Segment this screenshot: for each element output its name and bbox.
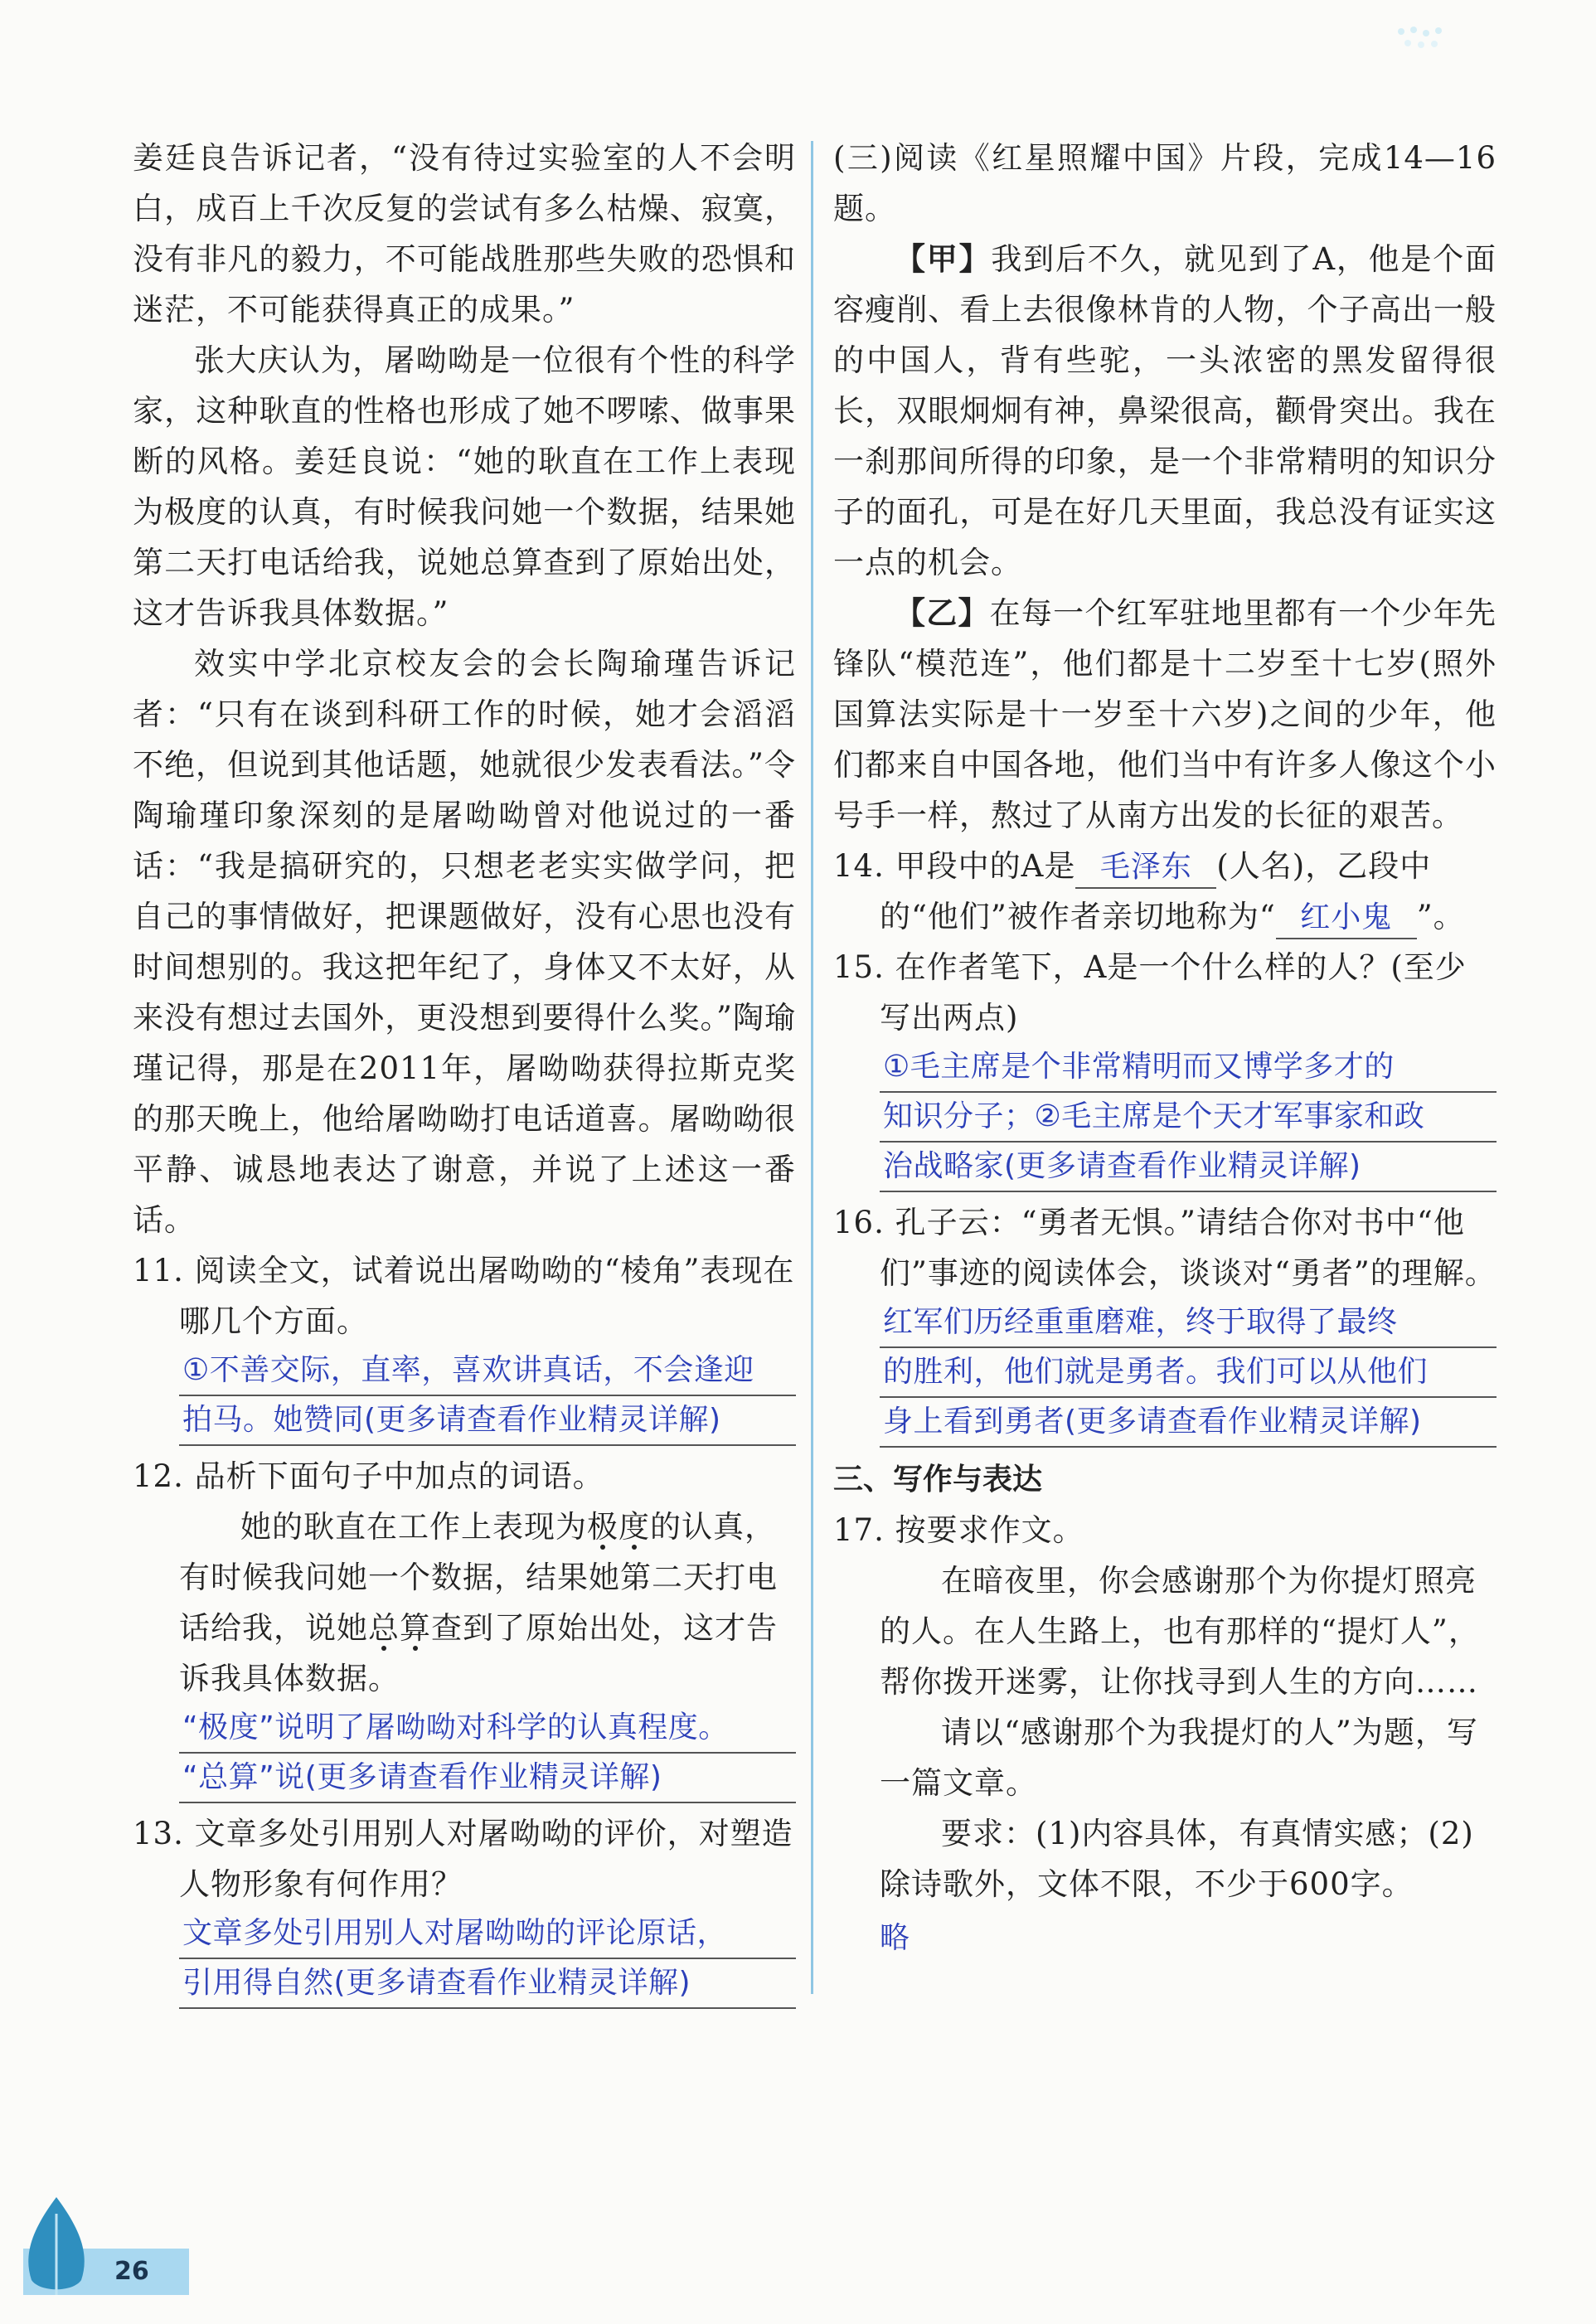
answer-12 xyxy=(179,1704,796,1803)
dotted-char-ji: 极 xyxy=(587,1509,619,1545)
answer-11-line-1: ①不善交际，直率，喜欢讲真话，不会逢迎 xyxy=(179,1346,796,1396)
essay-requirements: 要求：(1)内容具体，有真情实感；(2)除诗歌外，文体不限，不少于600字。 xyxy=(880,1816,1474,1902)
corner-dots-decoration xyxy=(1393,23,1451,56)
reading-paragraph-2: 张大庆认为，屠呦呦是一位很有个性的科学家，这种耿直的性格也形成了她不啰嗦、做事果断的风格。姜廷良说：“她的耿直在工作上表现为极度的认真，有时候我问她一个数据，结果她第二天打电话给我，说她总算查到了原始出处，这才告诉我具体数据。” xyxy=(133,342,796,631)
answer-11-line-2: 拍马。她赞同(更多请查看作业精灵详解) xyxy=(179,1396,796,1446)
quote-text-before: 她的耿直在工作上表现为 xyxy=(240,1509,587,1545)
quote-text-after: 查到了原始出处，这才告诉我具体数据。 xyxy=(179,1610,778,1696)
answer-13 xyxy=(179,1909,796,2009)
question-13: 13. 文章多处引用别人对屠呦呦的评价，对塑造人物形象有何作用？ xyxy=(133,1816,793,1902)
excerpt-jia xyxy=(833,234,1497,588)
quote-text-mid: 的认真，有时候我问她一个数据，结果她第二天打电话给我，说她 xyxy=(179,1509,778,1646)
q14-part-1: 14. 甲段中的A是 xyxy=(833,848,1076,884)
right-column xyxy=(833,133,1497,1963)
answer-12-line-1: “极度”说明了屠呦呦对科学的认真程度。 xyxy=(179,1704,796,1754)
excerpt-yi xyxy=(833,588,1497,841)
q14-blank-2: 红小鬼 xyxy=(1276,898,1417,939)
excerpt-jia-label: 【甲】 xyxy=(895,241,992,277)
column-divider xyxy=(811,141,813,1994)
answer-16-line-1: 红军们历经重重磨难，终于取得了最终 xyxy=(880,1298,1497,1348)
answer-12-line-2: “总算”说(更多请查看作业精灵详解) xyxy=(179,1754,796,1803)
answer-15-line-3: 治战略家(更多请查看作业精灵详解) xyxy=(880,1143,1497,1192)
essay-prompt: 在暗夜里，你会感谢那个为你提灯照亮的人。在人生路上，也有那样的“提灯人”，帮你拨开迷雾，让你找寻到人生的方向…… xyxy=(880,1563,1480,1700)
answer-15 xyxy=(880,1043,1497,1192)
excerpt-jia-text: 我到后不久，就见到了A，他是个面容瘦削、看上去很像林肯的人物，个子高出一般的中国人，背有些驼，一头浓密的黑发留得很长，双眼炯炯有神，鼻梁很高，颧骨突出。我在一刹那间所得的印象，是一个非常精明的知识分子的面孔，可是在好几天里面，我总没有证实这一点的机会。 xyxy=(833,241,1497,580)
reading-paragraph-1: 姜廷良告诉记者，“没有待过实验室的人不会明白，成百上千次反复的尝试有多么枯燥、寂寞，没有非凡的毅力，不可能战胜那些失败的恐惧和迷茫，不可能获得真正的成果。” xyxy=(133,140,796,327)
answer-16 xyxy=(880,1298,1497,1448)
page-number: 26 xyxy=(114,2257,149,2286)
left-column xyxy=(133,133,796,2009)
question-16: 16. 孔子云：“勇者无惧。”请结合你对书中“他们”事迹的阅读体会，谈谈对“勇者”的理解。 xyxy=(833,1205,1497,1291)
essay-instruction: 请以“感谢那个为我提灯的人”为题，写一篇文章。 xyxy=(880,1715,1478,1801)
answer-17: 略 xyxy=(880,1921,910,1955)
q14-part-2: (人名)，乙段中的“他们”被作者亲切地称为“ xyxy=(880,848,1432,934)
reading-intro: (三)阅读《红星照耀中国》片段，完成14—16题。 xyxy=(833,140,1497,226)
question-12-quote xyxy=(179,1502,796,1704)
excerpt-yi-text: 在每一个红军驻地里都有一个少年先锋队“模范连”，他们都是十二岁至十七岁(照外国算法实际是十一岁至十六岁)之间的少年，他们都来自中国各地，他们当中有许多人像这个小号手一样，熬过了从南方出发的长征的艰苦。 xyxy=(833,595,1497,833)
dotted-char-du: 度 xyxy=(619,1509,650,1545)
answer-15-line-1: ①毛主席是个非常精明而又博学多才的 xyxy=(880,1043,1497,1093)
leaf-icon xyxy=(23,2197,90,2295)
question-14 xyxy=(833,841,1497,942)
section-heading-writing: 三、写作与表达 xyxy=(833,1463,1043,1497)
question-12: 12. 品析下面句子中加点的词语。 xyxy=(133,1458,604,1494)
answer-11 xyxy=(179,1346,796,1446)
reading-paragraph-3: 效实中学北京校友会的会长陶瑜瑾告诉记者：“只有在谈到科研工作的时候，她才会滔滔不绝，但说到其他话题，她就很少发表看法。”令陶瑜瑾印象深刻的是屠呦呦曾对他说过的一番话：“我是搞研究的，只想老老实实做学问，把自己的事情做好，把课题做好，没有心思也没有时间想别的。我这把年纪了，身体又不太好，从来没有想过去国外，更没想到要得什么奖。”陶瑜瑾记得，那是在2011年，屠呦呦获得拉斯克奖的那天晚上，他给屠呦呦打电话道喜。屠呦呦很平静、诚恳地表达了谢意，并说了上述这一番话。 xyxy=(133,646,796,1238)
excerpt-yi-label: 【乙】 xyxy=(895,595,990,631)
question-15: 15. 在作者笔下，A是一个什么样的人？(至少写出两点) xyxy=(833,949,1467,1036)
answer-16-line-3: 身上看到勇者(更多请查看作业精灵详解) xyxy=(880,1398,1497,1448)
answer-16-line-2: 的胜利，他们就是勇者。我们可以从他们 xyxy=(880,1348,1497,1398)
dotted-char-suan: 算 xyxy=(400,1610,431,1646)
answer-13-line-1: 文章多处引用别人对屠呦呦的评论原话， xyxy=(179,1909,796,1959)
question-11: 11. 阅读全文，试着说出屠呦呦的“棱角”表现在哪几个方面。 xyxy=(133,1253,795,1339)
dotted-char-zong: 总 xyxy=(368,1610,400,1646)
answer-15-line-2: 知识分子；②毛主席是个天才军事家和政 xyxy=(880,1093,1497,1143)
question-17: 17. 按要求作文。 xyxy=(833,1512,1084,1548)
q14-part-3: ”。 xyxy=(1416,899,1465,934)
q14-blank-1: 毛泽东 xyxy=(1075,847,1216,889)
answer-13-line-2: 引用得自然(更多请查看作业精灵详解) xyxy=(179,1959,796,2009)
